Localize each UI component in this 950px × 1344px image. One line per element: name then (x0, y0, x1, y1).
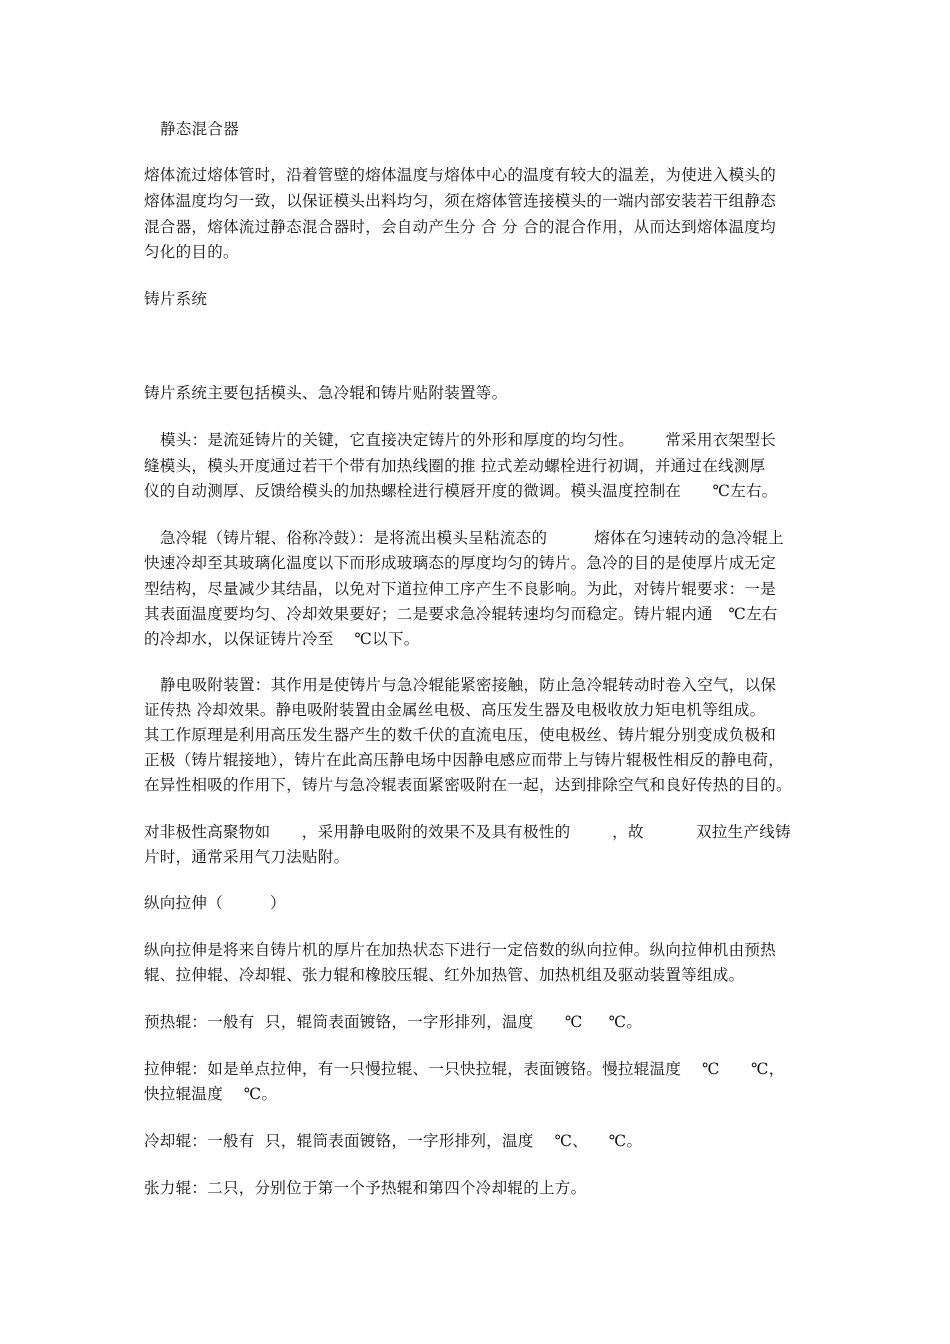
heading-casting-system: 铸片系统 (144, 290, 208, 308)
paragraph-stretch-roll-line-2: 快拉辊温度 ℃。 (144, 1085, 278, 1103)
paragraph-stretch-line-1: 纵向拉伸是将来自铸片机的厚片在加热状态下进行一定倍数的纵向拉伸。纵向拉伸机由预热 (144, 941, 777, 959)
paragraph-electrostatic-line-3: 其工作原理是利用高压发生器产生的数千伏的直流电压，使电极丝、铸片辊分别变成负极和 (144, 726, 777, 744)
paragraph-static-mixer-line-1: 熔体流过熔体管时，沿着管壁的熔体温度与熔体中心的温度有较大的温差，为使进入模头的 (144, 166, 777, 184)
paragraph-die-line-1: 模头：是流延铸片的关键，它直接决定铸片的外形和厚度的均匀性。 常采用衣架型长 (160, 431, 776, 449)
paragraph-electrostatic-line-5: 在异性相吸的作用下，铸片与急冷辊表面紧密吸附在一起，达到排除空气和良好传热的目的。 (144, 776, 792, 794)
paragraph-stretch-line-2: 辊、拉伸辊、冷却辊、张力辊和橡胶压辊、红外加热管、加热机组及驱动装置等组成。 (144, 966, 745, 984)
paragraph-nonpolar-line-2: 片时，通常采用气刀法贴附。 (144, 848, 350, 866)
heading-static-mixer: 静态混合器 (160, 120, 240, 138)
paragraph-cooling-roll: 冷却辊：一般有 只，辊筒表面镀铬，一字形排列，温度 ℃、 ℃。 (144, 1132, 643, 1150)
paragraph-stretch-roll-line-1: 拉伸辊：如是单点拉伸，有一只慢拉辊、一只快拉辊，表面镀铬。慢拉辊温度 ℃ ℃， (144, 1060, 785, 1078)
paragraph-static-mixer-line-2: 熔体温度均匀一致，以保证模头出料均匀，须在熔体管连接模头的一端内部安装若干组静态 (144, 192, 777, 210)
paragraph-nonpolar-line-1: 对非极性高聚物如 ，采用静电吸附的效果不及具有极性的 ，故 双拉生产线铸 (144, 823, 791, 841)
paragraph-electrostatic-line-2: 证传热 冷却效果。静电吸附装置由金属丝电极、高压发生器及电极收放力矩电机等组成。 (144, 701, 766, 719)
paragraph-chill-roll-line-3: 型结构，尽量减少其结晶，以免对下道拉伸工序产生不良影响。为此，对铸片辊要求：一是 (144, 580, 777, 598)
paragraph-tension-roll: 张力辊：二只，分别位于第一个予热辊和第四个冷却辊的上方。 (144, 1179, 587, 1197)
heading-longitudinal-stretch: 纵向拉伸（ ） (144, 894, 286, 912)
paragraph-static-mixer-line-4: 匀化的目的。 (144, 243, 239, 261)
paragraph-die-line-3: 仪的自动测厚、反馈给模头的加热螺栓进行模唇开度的微调。模头温度控制在 ℃左右。 (144, 482, 778, 500)
paragraph-casting-intro: 铸片系统主要包括模头、急冷辊和铸片贴附装置等。 (144, 384, 508, 402)
paragraph-chill-roll-line-2: 快速冷却至其玻璃化温度以下而形成玻璃态的厚度均匀的铸片。急冷的目的是使厚片成无定 (144, 554, 777, 572)
paragraph-static-mixer-line-3: 混合器，熔体流过静态混合器时，会自动产生分 合 分 合的混合作用，从而达到熔体温度均 (144, 218, 776, 236)
paragraph-chill-roll-line-5: 的冷却水，以保证铸片冷至 ℃以下。 (144, 630, 420, 648)
paragraph-electrostatic-line-4: 正极（铸片辊接地），铸片在此高压静电场中因静电感应而带上与铸片辊极性相反的静电荷， (144, 751, 785, 769)
paragraph-die-line-2: 缝模头，模头开度通过若干个带有加热线圈的推 拉式差动螺栓进行初调，并通过在线测厚 (144, 457, 766, 475)
paragraph-chill-roll-line-4: 其表面温度要均匀、冷却效果要好；二是要求急冷辊转速均匀而稳定。铸片辊内通 ℃左右 (144, 605, 778, 623)
paragraph-electrostatic-line-1: 静电吸附装置：其作用是使铸片与急冷辊能紧密接触，防止急冷辊转动时卷入空气，以保 (160, 676, 777, 694)
paragraph-chill-roll-line-1: 急冷辊（铸片辊、俗称冷鼓）：是将流出模头呈粘流态的 熔体在匀速转动的急冷辊上 (160, 529, 784, 547)
paragraph-preheat-roll: 预热辊：一般有 只，辊筒表面镀铬，一字形排列，温度 ℃ ℃。 (144, 1013, 643, 1031)
